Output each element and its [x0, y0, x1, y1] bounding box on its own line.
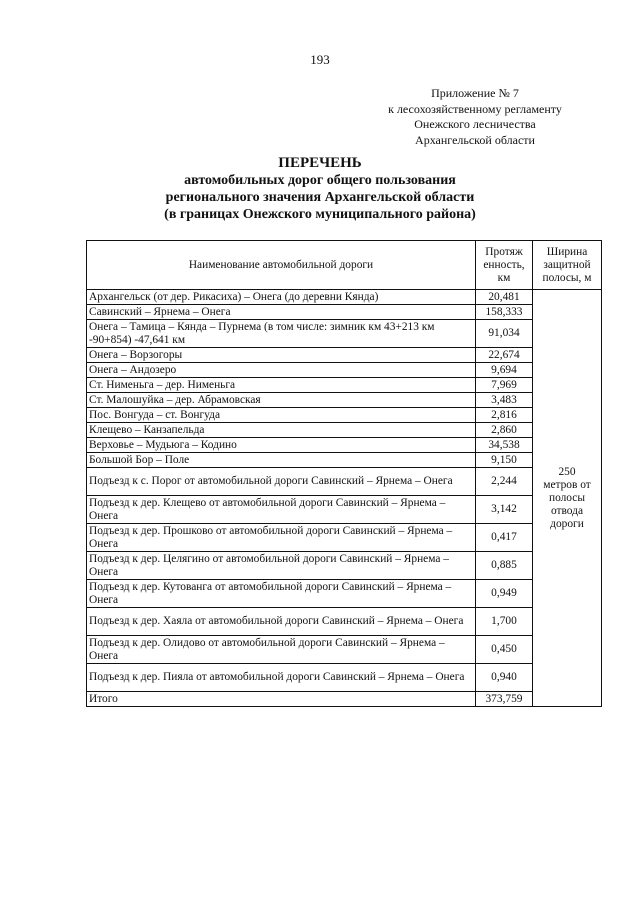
table-row — [87, 305, 602, 320]
header-length-line: км — [497, 271, 511, 284]
table-header-row — [87, 241, 602, 290]
road-length: 34,538 — [476, 438, 533, 453]
table-row — [87, 438, 602, 453]
road-length: 3,483 — [476, 393, 533, 408]
protective-width-line: отвода — [550, 504, 584, 517]
road-length: 0,885 — [476, 552, 533, 580]
table-row — [87, 636, 602, 664]
road-name: Большой Бор – Поле — [87, 453, 476, 468]
road-name: Онега – Ворзогоры — [87, 348, 476, 363]
road-length: 0,417 — [476, 524, 533, 552]
title-line: автомобильных дорог общего пользования — [184, 173, 456, 188]
total-length: 373,759 — [476, 692, 533, 707]
road-length: 3,142 — [476, 496, 533, 524]
protective-width-line: метров от — [543, 478, 591, 491]
table-row — [87, 363, 602, 378]
road-length: 20,481 — [476, 290, 533, 305]
header-road-name: Наименование автомобильной дороги — [87, 241, 476, 290]
road-name: Савинский – Ярнема – Онега — [87, 305, 476, 320]
appendix-note — [360, 86, 590, 148]
road-name: Подъезд к дер. Целягино от автомобильной дороги Савинский – Ярнема – Онега — [87, 552, 476, 580]
road-length: 7,969 — [476, 378, 533, 393]
document-title — [0, 155, 640, 223]
title-line: (в границах Онежского муниципального района) — [164, 207, 476, 222]
appendix-line: Онежского лесничества — [414, 117, 536, 131]
road-length: 9,694 — [476, 363, 533, 378]
road-length: 0,940 — [476, 664, 533, 692]
table-row — [87, 348, 602, 363]
road-name: Подъезд к дер. Олидово от автомобильной дороги Савинский – Ярнема – Онега — [87, 636, 476, 664]
table-row — [87, 453, 602, 468]
header-length-line: енность, — [483, 258, 525, 271]
table-row — [87, 290, 602, 305]
protective-width-line: полосы — [548, 491, 585, 504]
title-main: ПЕРЕЧЕНЬ — [278, 155, 362, 171]
road-length: 0,450 — [476, 636, 533, 664]
road-length: 2,816 — [476, 408, 533, 423]
table-row — [87, 423, 602, 438]
road-name: Ст. Малошуйка – дер. Абрамовская — [87, 393, 476, 408]
road-length: 22,674 — [476, 348, 533, 363]
road-name: Онега – Тамица – Кянда – Пурнема (в том числе: зимник км 43+213 км -90+854) -47,641 км — [87, 320, 476, 348]
road-name: Подъезд к с. Порог от автомобильной дороги Савинский – Ярнема – Онега — [87, 468, 476, 496]
road-name: Подъезд к дер. Прошково от автомобильной дороги Савинский – Ярнема – Онега — [87, 524, 476, 552]
header-length — [476, 241, 533, 290]
road-name: Ст. Нименьга – дер. Нименьга — [87, 378, 476, 393]
table-row — [87, 608, 602, 636]
road-name: Подъезд к дер. Пияла от автомобильной дороги Савинский – Ярнема – Онега — [87, 664, 476, 692]
header-protective-width — [533, 241, 602, 290]
table-row — [87, 496, 602, 524]
header-width-line: защитной — [543, 258, 591, 271]
total-label: Итого — [87, 692, 476, 707]
road-length: 2,860 — [476, 423, 533, 438]
table-row — [87, 320, 602, 348]
table-row — [87, 580, 602, 608]
road-length: 91,034 — [476, 320, 533, 348]
table-row — [87, 468, 602, 496]
header-width-line: Ширина — [546, 245, 588, 258]
road-name: Пос. Вонгуда – ст. Вонгуда — [87, 408, 476, 423]
protective-width-line: 250 — [558, 465, 576, 478]
road-name: Подъезд к дер. Кутованга от автомобильной дороги Савинский – Ярнема – Онега — [87, 580, 476, 608]
total-row — [87, 692, 602, 707]
page-number: 193 — [310, 52, 330, 67]
table-row — [87, 552, 602, 580]
header-width-line: полосы, м — [542, 271, 592, 284]
protective-width-line: дороги — [550, 517, 584, 530]
road-name: Подъезд к дер. Хаяла от автомобильной дороги Савинский – Ярнема – Онега — [87, 608, 476, 636]
road-name: Архангельск (от дер. Рикасиха) – Онега (до деревни Кянда) — [87, 290, 476, 305]
road-name: Клещево – Канзапельда — [87, 423, 476, 438]
road-name: Онега – Андозеро — [87, 363, 476, 378]
roads-table — [86, 240, 602, 707]
road-length: 158,333 — [476, 305, 533, 320]
appendix-line: к лесохозяйственному регламенту — [388, 101, 562, 116]
road-length: 9,150 — [476, 453, 533, 468]
table-row — [87, 378, 602, 393]
table-row — [87, 393, 602, 408]
table-row — [87, 664, 602, 692]
road-name: Подъезд к дер. Клещево от автомобильной дороги Савинский – Ярнема – Онега — [87, 496, 476, 524]
table-row — [87, 408, 602, 423]
road-length: 1,700 — [476, 608, 533, 636]
protective-width-cell — [533, 290, 602, 707]
appendix-line: Приложение № 7 — [431, 86, 519, 100]
road-length: 0,949 — [476, 580, 533, 608]
appendix-line: Архангельской области — [415, 132, 535, 147]
title-line: регионального значения Архангельской области — [165, 190, 475, 205]
table-row — [87, 524, 602, 552]
header-length-line: Протяж — [485, 245, 523, 258]
road-length: 2,244 — [476, 468, 533, 496]
road-name: Верховье – Мудьюга – Кодино — [87, 438, 476, 453]
